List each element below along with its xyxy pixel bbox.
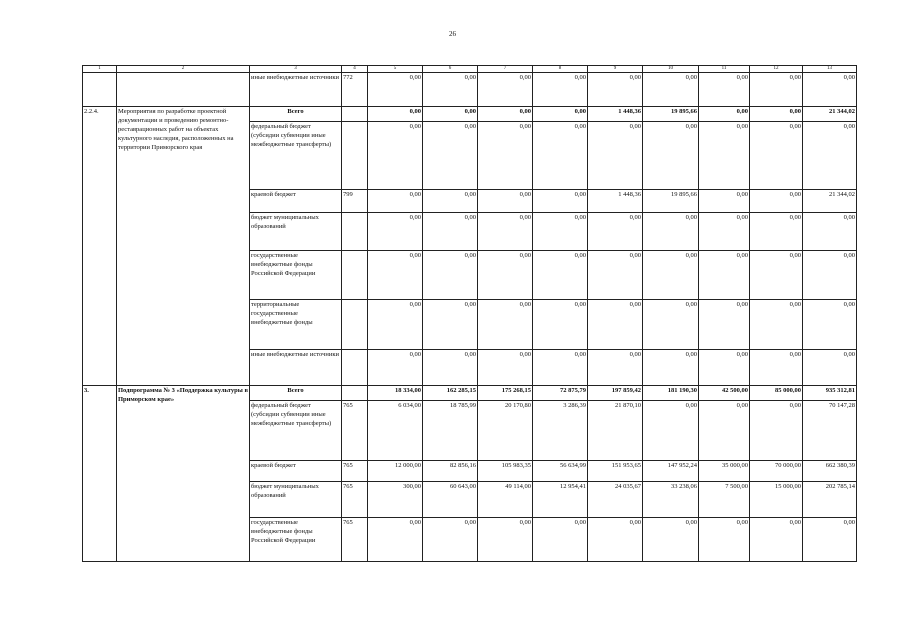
value-cell: 72 875,79 xyxy=(533,386,588,401)
value-cell: 0,00 xyxy=(588,122,643,190)
code-cell: 765 xyxy=(342,482,368,518)
column-header: 5 xyxy=(368,66,423,73)
value-cell: 197 859,42 xyxy=(588,386,643,401)
value-cell: 0,00 xyxy=(423,350,478,386)
value-cell: 0,00 xyxy=(803,122,857,190)
column-header: 8 xyxy=(533,66,588,73)
value-cell: 0,00 xyxy=(533,107,588,122)
value-cell: 85 000,00 xyxy=(750,386,803,401)
value-cell: 35 000,00 xyxy=(699,461,750,482)
value-cell: 0,00 xyxy=(423,251,478,300)
value-cell: 662 380,39 xyxy=(803,461,857,482)
value-cell: 0,00 xyxy=(803,213,857,251)
code-cell: 765 xyxy=(342,518,368,562)
value-cell: 7 500,00 xyxy=(699,482,750,518)
value-cell: 6 034,00 xyxy=(368,401,423,461)
value-cell: 0,00 xyxy=(588,518,643,562)
row-title xyxy=(117,73,250,107)
value-cell: 0,00 xyxy=(368,350,423,386)
value-cell: 0,00 xyxy=(478,107,533,122)
value-cell: 0,00 xyxy=(368,518,423,562)
value-cell: 0,00 xyxy=(533,122,588,190)
value-cell: 0,00 xyxy=(478,251,533,300)
value-cell: 0,00 xyxy=(750,73,803,107)
value-cell: 24 035,67 xyxy=(588,482,643,518)
funding-source: Всего xyxy=(250,107,342,122)
value-cell: 12 000,00 xyxy=(368,461,423,482)
value-cell: 0,00 xyxy=(423,300,478,350)
value-cell: 1 448,36 xyxy=(588,107,643,122)
value-cell: 49 114,00 xyxy=(478,482,533,518)
code-cell xyxy=(342,350,368,386)
value-cell: 0,00 xyxy=(750,122,803,190)
row-number xyxy=(83,73,117,107)
value-cell: 82 856,16 xyxy=(423,461,478,482)
value-cell: 162 285,15 xyxy=(423,386,478,401)
budget-table xyxy=(82,65,857,562)
value-cell: 0,00 xyxy=(478,213,533,251)
funding-source: федеральный бюджет (субсидии субвенции иные межбюджетные трансферты) xyxy=(250,122,342,190)
row-title: Подпрограмма № 3 «Поддержка культуры в Приморском крае» xyxy=(117,386,250,562)
code-cell: 772 xyxy=(342,73,368,107)
value-cell: 0,00 xyxy=(533,251,588,300)
value-cell: 70 000,00 xyxy=(750,461,803,482)
value-cell: 0,00 xyxy=(699,518,750,562)
column-header: 9 xyxy=(588,66,643,73)
funding-source: иные внебюджетные источники xyxy=(250,73,342,107)
value-cell: 15 000,00 xyxy=(750,482,803,518)
value-cell: 0,00 xyxy=(803,300,857,350)
value-cell: 0,00 xyxy=(699,300,750,350)
value-cell: 18 334,00 xyxy=(368,386,423,401)
funding-source: бюджет муниципальных образований xyxy=(250,213,342,251)
value-cell: 0,00 xyxy=(368,190,423,213)
value-cell: 0,00 xyxy=(478,518,533,562)
value-cell: 0,00 xyxy=(478,190,533,213)
code-cell: 765 xyxy=(342,401,368,461)
value-cell: 0,00 xyxy=(478,73,533,107)
value-cell: 0,00 xyxy=(588,213,643,251)
value-cell: 0,00 xyxy=(699,107,750,122)
value-cell: 0,00 xyxy=(368,251,423,300)
value-cell: 300,00 xyxy=(368,482,423,518)
funding-source: федеральный бюджет (субсидии субвенции иные межбюджетные трансферты) xyxy=(250,401,342,461)
value-cell: 0,00 xyxy=(750,350,803,386)
value-cell: 0,00 xyxy=(699,213,750,251)
funding-source: Всего xyxy=(250,386,342,401)
value-cell: 0,00 xyxy=(643,213,699,251)
value-cell: 12 954,41 xyxy=(533,482,588,518)
page-number: 26 xyxy=(449,30,456,38)
funding-source: краевой бюджет xyxy=(250,190,342,213)
value-cell: 0,00 xyxy=(533,73,588,107)
value-cell: 56 634,99 xyxy=(533,461,588,482)
value-cell: 0,00 xyxy=(533,350,588,386)
value-cell: 0,00 xyxy=(533,518,588,562)
value-cell: 0,00 xyxy=(750,251,803,300)
value-cell: 0,00 xyxy=(423,73,478,107)
value-cell: 0,00 xyxy=(643,401,699,461)
value-cell: 0,00 xyxy=(588,300,643,350)
value-cell: 147 952,24 xyxy=(643,461,699,482)
value-cell: 0,00 xyxy=(588,73,643,107)
funding-source: бюджет муниципальных образований xyxy=(250,482,342,518)
value-cell: 0,00 xyxy=(478,350,533,386)
value-cell: 0,00 xyxy=(699,190,750,213)
value-cell: 0,00 xyxy=(368,122,423,190)
value-cell: 0,00 xyxy=(699,251,750,300)
value-cell: 0,00 xyxy=(588,251,643,300)
value-cell: 0,00 xyxy=(699,122,750,190)
value-cell: 21 344,02 xyxy=(803,190,857,213)
value-cell: 0,00 xyxy=(423,122,478,190)
value-cell: 0,00 xyxy=(750,213,803,251)
code-cell xyxy=(342,386,368,401)
value-cell: 0,00 xyxy=(643,73,699,107)
column-header: 4 xyxy=(342,66,368,73)
value-cell: 3 286,39 xyxy=(533,401,588,461)
funding-source: государственные внебюджетные фонды Российской Федерации xyxy=(250,518,342,562)
code-cell xyxy=(342,107,368,122)
column-header: 6 xyxy=(423,66,478,73)
value-cell: 0,00 xyxy=(803,518,857,562)
value-cell: 19 895,66 xyxy=(643,107,699,122)
value-cell: 151 953,65 xyxy=(588,461,643,482)
value-cell: 20 170,80 xyxy=(478,401,533,461)
value-cell: 0,00 xyxy=(750,107,803,122)
value-cell: 0,00 xyxy=(750,518,803,562)
value-cell: 0,00 xyxy=(423,190,478,213)
value-cell: 0,00 xyxy=(368,73,423,107)
value-cell: 0,00 xyxy=(643,300,699,350)
value-cell: 202 785,14 xyxy=(803,482,857,518)
value-cell: 105 983,35 xyxy=(478,461,533,482)
value-cell: 0,00 xyxy=(643,122,699,190)
value-cell: 0,00 xyxy=(803,73,857,107)
value-cell: 0,00 xyxy=(533,300,588,350)
column-header: 10 xyxy=(643,66,699,73)
value-cell: 0,00 xyxy=(803,350,857,386)
value-cell: 0,00 xyxy=(478,300,533,350)
value-cell: 0,00 xyxy=(750,300,803,350)
column-header: 2 xyxy=(117,66,250,73)
value-cell: 0,00 xyxy=(750,190,803,213)
column-header: 13 xyxy=(803,66,857,73)
value-cell: 70 147,28 xyxy=(803,401,857,461)
value-cell: 0,00 xyxy=(478,122,533,190)
code-cell: 799 xyxy=(342,190,368,213)
code-cell: 765 xyxy=(342,461,368,482)
funding-source: государственные внебюджетные фонды Российской Федерации xyxy=(250,251,342,300)
value-cell: 0,00 xyxy=(643,350,699,386)
column-header: 11 xyxy=(699,66,750,73)
value-cell: 21 870,10 xyxy=(588,401,643,461)
value-cell: 42 500,00 xyxy=(699,386,750,401)
value-cell: 0,00 xyxy=(699,73,750,107)
column-header: 12 xyxy=(750,66,803,73)
code-cell xyxy=(342,213,368,251)
table-row xyxy=(83,73,857,107)
value-cell: 19 895,66 xyxy=(643,190,699,213)
value-cell: 175 268,15 xyxy=(478,386,533,401)
value-cell: 935 312,81 xyxy=(803,386,857,401)
value-cell: 21 344,02 xyxy=(803,107,857,122)
funding-source: территориальные государственные внебюджетные фонды xyxy=(250,300,342,350)
row-number: 3. xyxy=(83,386,117,562)
row-title: Мероприятия по разработке проектной документации и проведению ремонтно-реставрационных работ на объектах культурного наследия, расположенных на территории Приморского края xyxy=(117,107,250,386)
column-header: 7 xyxy=(478,66,533,73)
code-cell xyxy=(342,300,368,350)
funding-source: иные внебюджетные источники xyxy=(250,350,342,386)
value-cell: 0,00 xyxy=(423,107,478,122)
value-cell: 0,00 xyxy=(643,518,699,562)
value-cell: 18 785,99 xyxy=(423,401,478,461)
value-cell: 33 238,06 xyxy=(643,482,699,518)
code-cell xyxy=(342,122,368,190)
row-number: 2.2.4. xyxy=(83,107,117,386)
table-row xyxy=(83,386,857,401)
value-cell: 0,00 xyxy=(368,300,423,350)
value-cell: 181 190,30 xyxy=(643,386,699,401)
value-cell: 0,00 xyxy=(533,190,588,213)
value-cell: 0,00 xyxy=(423,213,478,251)
value-cell: 0,00 xyxy=(423,518,478,562)
header-row xyxy=(83,66,857,73)
value-cell: 0,00 xyxy=(368,213,423,251)
column-header: 1 xyxy=(83,66,117,73)
column-header: 3 xyxy=(250,66,342,73)
value-cell: 60 643,00 xyxy=(423,482,478,518)
code-cell xyxy=(342,251,368,300)
value-cell: 0,00 xyxy=(803,251,857,300)
table-row xyxy=(83,107,857,122)
value-cell: 1 448,36 xyxy=(588,190,643,213)
value-cell: 0,00 xyxy=(643,251,699,300)
value-cell: 0,00 xyxy=(699,350,750,386)
value-cell: 0,00 xyxy=(533,213,588,251)
value-cell: 0,00 xyxy=(699,401,750,461)
value-cell: 0,00 xyxy=(750,401,803,461)
funding-source: краевой бюджет xyxy=(250,461,342,482)
value-cell: 0,00 xyxy=(588,350,643,386)
value-cell: 0,00 xyxy=(368,107,423,122)
